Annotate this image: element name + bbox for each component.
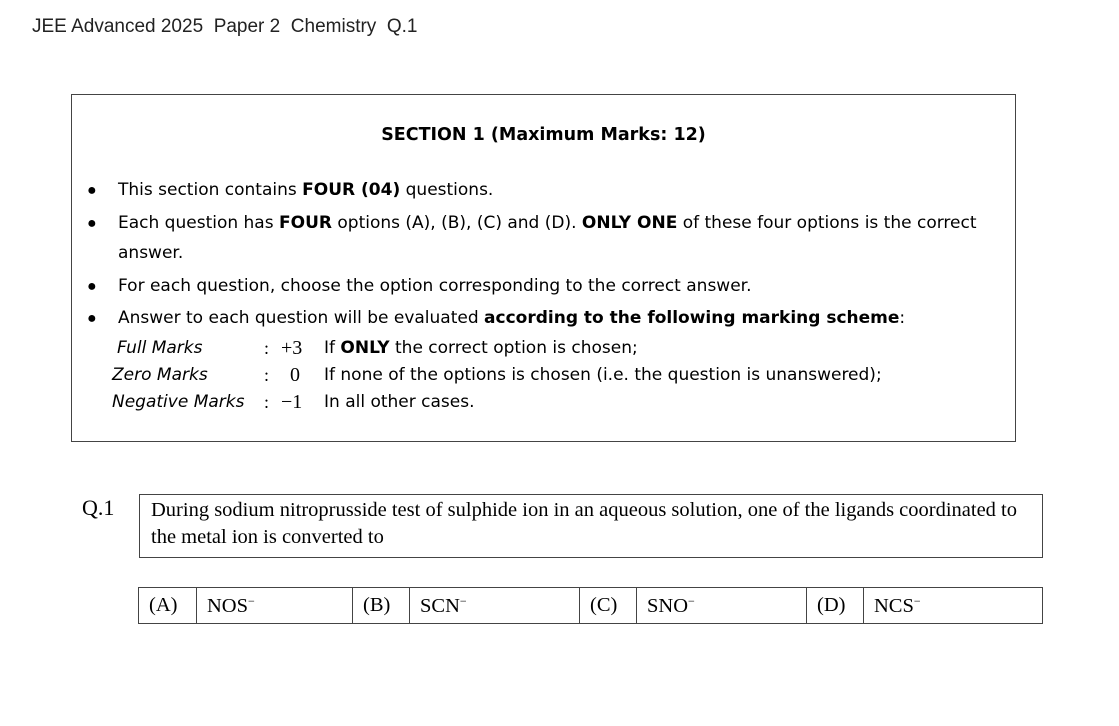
bullet-icon: ● — [87, 215, 97, 232]
text-run: : — [899, 308, 906, 328]
text-run: If — [324, 338, 341, 358]
option-d-label[interactable]: (D) — [807, 588, 864, 624]
bullet-icon: ● — [87, 310, 97, 327]
text-run: options (A), (B), (C) and (D). — [331, 213, 582, 233]
question-text: During sodium nitroprusside test of sulphide ion in an aqueous solution, one of the ligands coordinated to the metal ion is converted to — [139, 494, 1043, 558]
marking-value: +3 — [281, 337, 303, 359]
text-run: Answer to each question will be evaluated — [118, 308, 485, 328]
marking-colon: : — [264, 365, 270, 385]
emphasis-text: ONLY — [340, 338, 390, 358]
section-title: SECTION 1 (Maximum Marks: 12) — [381, 125, 706, 145]
bullet-icon: ● — [87, 278, 97, 295]
option-b-label[interactable]: (B) — [353, 588, 410, 624]
options-table — [138, 587, 1043, 624]
instruction-2 — [118, 208, 1008, 268]
marking-colon: : — [264, 338, 270, 358]
option-a-label[interactable]: (A) — [139, 588, 197, 624]
emphasis-text: FOUR (04) — [302, 180, 401, 200]
page-header: JEE Advanced 2025 Paper 2 Chemistry Q.1 — [32, 16, 418, 37]
emphasis-text: according to the following marking scheme — [484, 308, 900, 328]
option-b-answer[interactable] — [410, 588, 580, 624]
text-run: questions. — [400, 180, 494, 200]
emphasis-text: FOUR — [279, 213, 332, 233]
option-formula: SNO — [647, 594, 689, 617]
text-run: In all other cases. — [324, 392, 475, 412]
text-run: If none of the options is chosen (i.e. the question is unanswered); — [324, 365, 882, 385]
option-formula: SCN — [420, 594, 460, 617]
text-run: of these four options is the correct answer. — [118, 213, 977, 263]
text-run: This section contains — [118, 180, 303, 200]
marking-desc — [324, 389, 475, 416]
marking-desc — [324, 362, 882, 389]
text-run: For each question, choose the option corresponding to the correct answer. — [118, 276, 752, 296]
option-charge: − — [913, 593, 921, 608]
bullet-icon: ● — [87, 182, 97, 199]
option-c-label[interactable]: (C) — [580, 588, 637, 624]
marking-value: −1 — [281, 391, 303, 413]
marking-value: 0 — [290, 364, 300, 386]
emphasis-text: ONLY ONE — [581, 213, 678, 233]
marking-row-full — [72, 335, 1012, 362]
instruction-4 — [118, 303, 1008, 333]
marking-row-zero — [72, 362, 1012, 389]
marking-label: Zero Marks — [112, 365, 208, 385]
option-a-answer[interactable] — [197, 588, 353, 624]
text-run: Each question has — [118, 213, 279, 233]
option-charge: − — [459, 593, 467, 608]
option-charge: − — [248, 593, 255, 608]
option-formula: NOS — [207, 594, 249, 617]
instruction-3 — [118, 271, 1008, 301]
section-instructions-box — [71, 94, 1016, 442]
instruction-1 — [118, 175, 1008, 205]
option-formula: NCS — [874, 594, 914, 617]
marking-colon: : — [264, 392, 270, 412]
marking-label: Negative Marks — [112, 392, 245, 412]
text-run: the correct option is chosen; — [389, 338, 638, 358]
option-charge: − — [688, 593, 695, 608]
question-number: Q.1 — [82, 495, 115, 520]
option-d-answer[interactable] — [864, 588, 1043, 624]
marking-desc — [324, 335, 638, 362]
option-c-answer[interactable] — [637, 588, 807, 624]
marking-label: Full Marks — [117, 338, 203, 358]
marking-row-negative — [72, 389, 1012, 416]
